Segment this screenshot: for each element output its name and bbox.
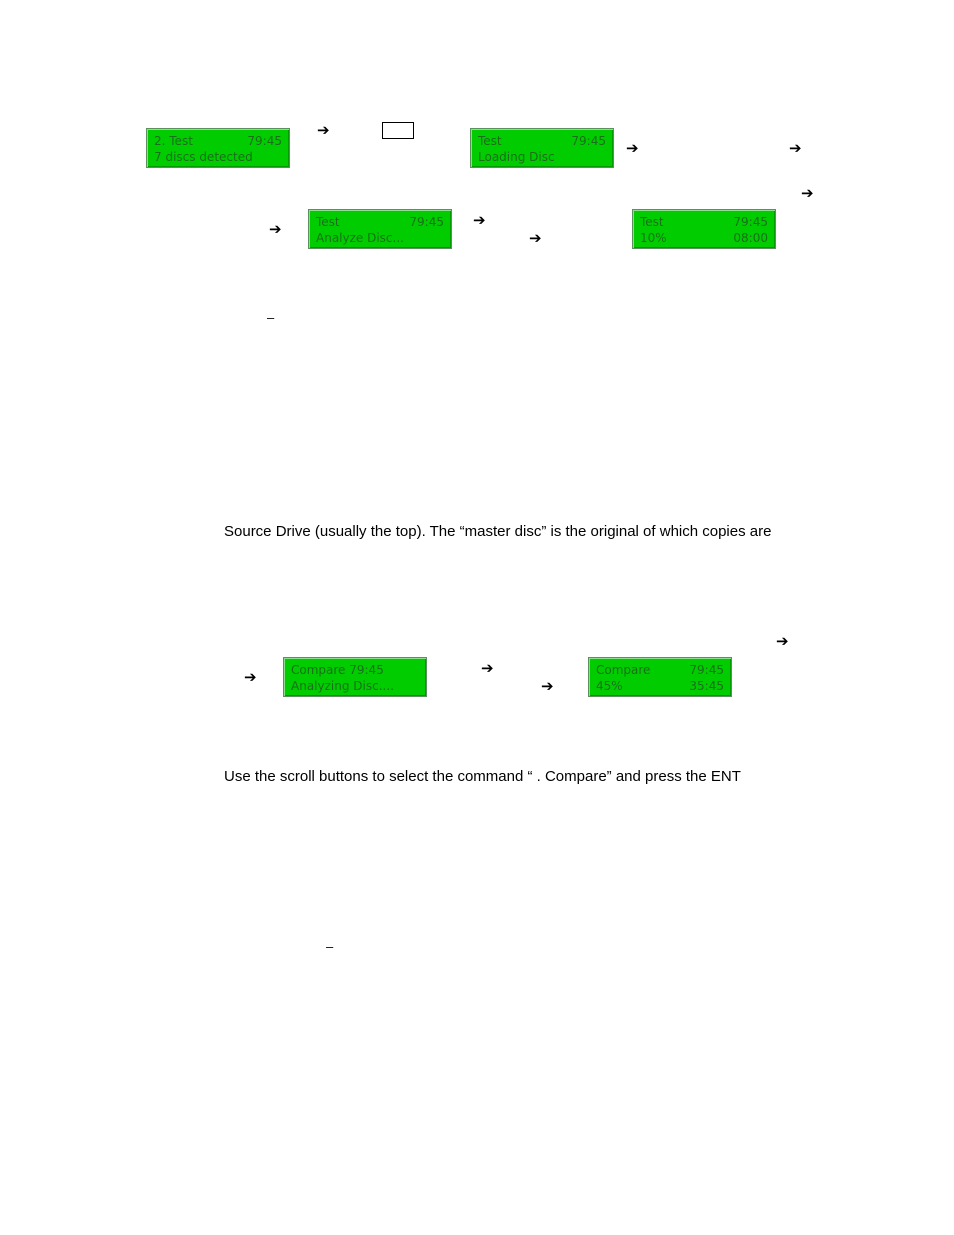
body-text-line: Use the scroll buttons to select the command “ . Compare” and press the ENT (224, 768, 741, 785)
lcd-line-2 (316, 230, 444, 246)
lcd-text: Test (640, 215, 664, 229)
arrow-right-icon: ➔ (269, 220, 282, 238)
arrow-right-icon: ➔ (789, 139, 802, 157)
lcd-screen-test-loading-disc (470, 128, 614, 168)
lcd-line-1 (640, 214, 768, 230)
arrow-right-icon: ➔ (801, 184, 814, 202)
lcd-screen-test-progress (632, 209, 776, 249)
arrow-right-icon: ➔ (529, 229, 542, 247)
lcd-text: 08:00 (733, 231, 768, 245)
lcd-text: 79:45 (571, 134, 606, 148)
lcd-screen-test-discs-detected (146, 128, 290, 168)
lcd-line-1 (596, 662, 724, 678)
arrow-right-icon: ➔ (473, 211, 486, 229)
lcd-text: Analyze Disc... (316, 231, 404, 245)
lcd-line-1 (154, 133, 282, 149)
lcd-line-2 (154, 149, 282, 165)
lcd-text: 79:45 (733, 215, 768, 229)
lcd-text: 2. Test (154, 134, 193, 148)
lcd-text: 7 discs detected (154, 150, 253, 164)
lcd-line-2 (596, 678, 724, 694)
arrow-right-icon: ➔ (541, 677, 554, 695)
lcd-text: Test (316, 215, 340, 229)
arrow-right-icon: ➔ (776, 632, 789, 650)
lcd-screen-compare-analyzing (283, 657, 427, 697)
dash-mark: – (326, 939, 334, 954)
lcd-screen-test-analyze-disc (308, 209, 452, 249)
lcd-text: 10% (640, 231, 667, 245)
lcd-line-1 (316, 214, 444, 230)
lcd-text: Analyzing Disc.... (291, 679, 394, 693)
lcd-line-2 (640, 230, 768, 246)
lcd-text: 79:45 (409, 215, 444, 229)
lcd-line-1 (478, 133, 606, 149)
arrow-right-icon: ➔ (244, 668, 257, 686)
lcd-screen-compare-progress (588, 657, 732, 697)
lcd-text: 79:45 (247, 134, 282, 148)
lcd-line-2 (291, 678, 419, 694)
lcd-text: Compare 79:45 (291, 663, 384, 677)
arrow-right-icon: ➔ (317, 121, 330, 139)
lcd-text: Compare (596, 663, 651, 677)
lcd-text: 45% (596, 679, 623, 693)
body-text-line: Source Drive (usually the top). The “master disc” is the original of which copies are (224, 523, 772, 540)
lcd-text: Loading Disc (478, 150, 555, 164)
lcd-line-2 (478, 149, 606, 165)
lcd-line-1 (291, 662, 419, 678)
lcd-text: Test (478, 134, 502, 148)
lcd-text: 35:45 (689, 679, 724, 693)
key-button-box (382, 122, 414, 139)
lcd-text: 79:45 (689, 663, 724, 677)
arrow-right-icon: ➔ (481, 659, 494, 677)
arrow-right-icon: ➔ (626, 139, 639, 157)
dash-mark: – (267, 310, 275, 325)
